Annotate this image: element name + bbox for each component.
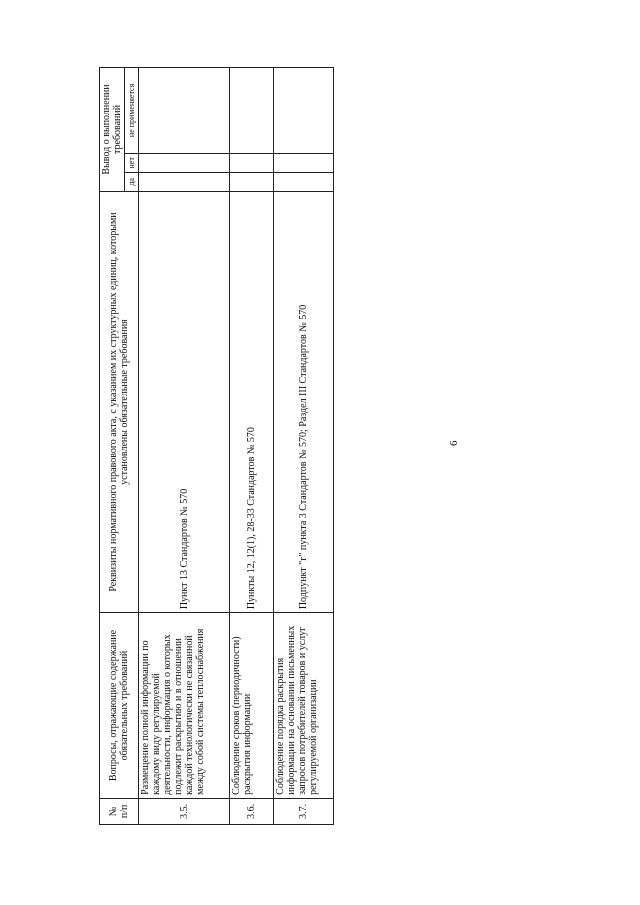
cell-no[interactable]	[139, 153, 230, 172]
row-number: 3.5.	[139, 798, 230, 824]
header-no: нет	[125, 153, 139, 172]
header-requisites: Реквизиты нормативного правового акта, с указанием их структурных единиц, которыми установлены обязательные требования	[100, 191, 139, 612]
row-question: Размещение полной информации по каждому виду регулируемой деятельности, информация о которых подлежит раскрытию и в отношении каждой технологически не связанной между собой системы теплоснабжения	[139, 613, 230, 799]
row-question: Соблюдение сроков (периодичности) раскрытия информации	[230, 613, 274, 799]
header-question: Вопросы, отражающие содержание обязательных требований	[100, 613, 139, 799]
header-yes: да	[125, 172, 139, 191]
row-number: 3.7.	[274, 798, 334, 824]
rotated-table-sheet	[99, 67, 326, 825]
row-requisites: Подпункт "г" пункта 3 Стандартов № 570; Раздел III Стандартов № 570	[274, 191, 334, 612]
table-row	[139, 68, 230, 825]
table-row	[274, 68, 334, 825]
cell-not-applicable[interactable]	[139, 68, 230, 154]
cell-no[interactable]	[230, 153, 274, 172]
cell-yes[interactable]	[274, 172, 334, 191]
cell-yes[interactable]	[230, 172, 274, 191]
table-row	[230, 68, 274, 825]
row-requisites: Пункт 13 Стандартов № 570	[139, 191, 230, 612]
page-number: 6	[448, 440, 460, 446]
row-requisites: Пункты 12, 12(1), 28-33 Стандартов № 570	[230, 191, 274, 612]
header-num: № п/п	[100, 798, 139, 824]
cell-not-applicable[interactable]	[274, 68, 334, 154]
cell-not-applicable[interactable]	[230, 68, 274, 154]
requirements-table	[99, 67, 334, 825]
row-number: 3.6.	[230, 798, 274, 824]
header-not-applicable: не применяется	[125, 68, 139, 154]
cell-no[interactable]	[274, 153, 334, 172]
header-conclusion: Вывод о выполнении требований	[100, 68, 125, 192]
cell-yes[interactable]	[139, 172, 230, 191]
row-question: Соблюдение порядка раскрытия информации на основании письменных запросов потребителей товаров и услуг регулируемой организации	[274, 613, 334, 799]
